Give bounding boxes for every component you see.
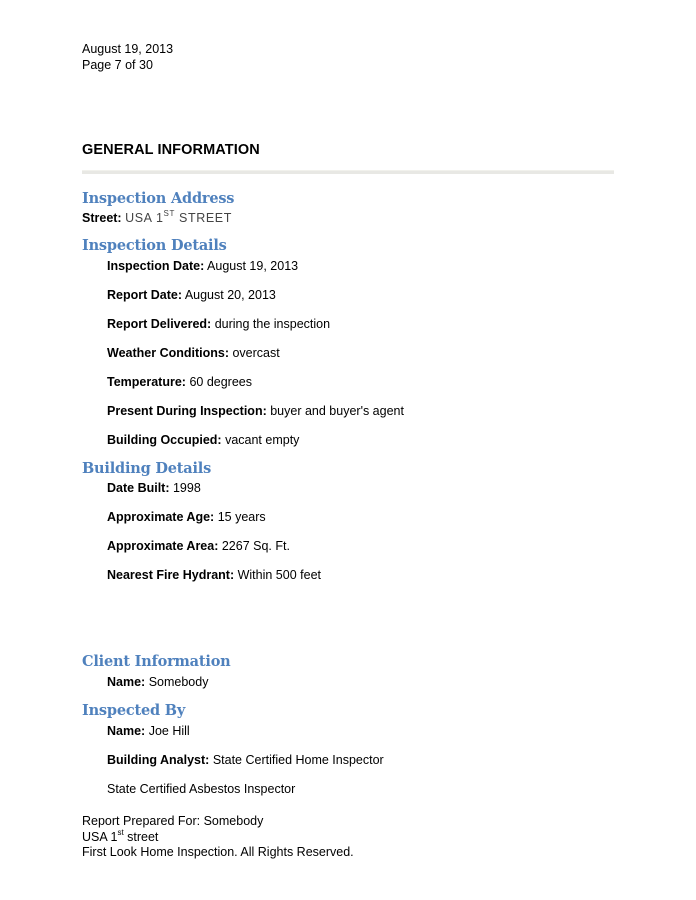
street-value-suffix: STREET bbox=[174, 211, 232, 225]
detail-value: 15 years bbox=[217, 510, 266, 524]
detail-label: Temperature: bbox=[107, 375, 186, 389]
inspector-name-row bbox=[107, 723, 190, 739]
detail-label: Approximate Age: bbox=[107, 510, 215, 524]
street-label: Street: bbox=[82, 211, 122, 225]
heading-inspection-address: Inspection Address bbox=[82, 190, 235, 207]
street-value bbox=[125, 211, 232, 225]
footer-address-prefix: USA 1 bbox=[82, 829, 118, 844]
footer-copyright: First Look Home Inspection. All Rights Reserved. bbox=[82, 845, 354, 859]
detail-label: Inspection Date: bbox=[107, 259, 205, 273]
detail-row-report-date bbox=[107, 287, 276, 303]
detail-value: during the inspection bbox=[214, 317, 331, 331]
detail-row-occupied bbox=[107, 432, 299, 448]
detail-value: Within 500 feet bbox=[237, 568, 321, 582]
section-divider bbox=[82, 170, 614, 174]
detail-value: State Certified Home Inspector bbox=[212, 753, 384, 767]
header-date: August 19, 2013 bbox=[82, 42, 174, 56]
detail-value: 60 degrees bbox=[189, 375, 253, 389]
heading-inspected-by: Inspected By bbox=[82, 702, 186, 719]
page-footer bbox=[82, 814, 354, 861]
detail-row-fire-hydrant bbox=[107, 567, 321, 583]
asbestos-inspector-line: State Certified Asbestos Inspector bbox=[107, 782, 296, 796]
footer-address-suffix: street bbox=[123, 829, 159, 844]
building-analyst-row bbox=[107, 752, 384, 768]
detail-row-report-delivered bbox=[107, 316, 330, 332]
detail-row-approx-age bbox=[107, 509, 266, 525]
detail-value: 1998 bbox=[172, 481, 201, 495]
detail-value: August 20, 2013 bbox=[184, 288, 276, 302]
heading-client-information: Client Information bbox=[82, 653, 231, 670]
heading-building-details: Building Details bbox=[82, 460, 212, 477]
footer-prepared-for: Report Prepared For: Somebody bbox=[82, 814, 264, 828]
page-header bbox=[82, 41, 173, 73]
detail-row-present bbox=[107, 403, 404, 419]
detail-value: Somebody bbox=[148, 675, 209, 689]
detail-row-temperature bbox=[107, 374, 252, 390]
detail-label: Report Delivered: bbox=[107, 317, 212, 331]
detail-label: Building Occupied: bbox=[107, 433, 222, 447]
detail-label: Name: bbox=[107, 724, 146, 738]
detail-label: Weather Conditions: bbox=[107, 346, 229, 360]
detail-row-inspection-date bbox=[107, 258, 298, 274]
detail-row-approx-area bbox=[107, 538, 290, 554]
heading-inspection-details: Inspection Details bbox=[82, 237, 227, 254]
detail-label: Building Analyst: bbox=[107, 753, 210, 767]
detail-value: 2267 Sq. Ft. bbox=[221, 539, 290, 553]
detail-value: buyer and buyer's agent bbox=[270, 404, 404, 418]
street-value-prefix: USA 1 bbox=[125, 211, 164, 225]
detail-label: Report Date: bbox=[107, 288, 183, 302]
detail-label: Name: bbox=[107, 675, 146, 689]
footer-address-sup: st bbox=[117, 827, 124, 837]
detail-value: vacant empty bbox=[225, 433, 300, 447]
detail-value: August 19, 2013 bbox=[207, 259, 299, 273]
detail-label: Approximate Area: bbox=[107, 539, 219, 553]
detail-label: Present During Inspection: bbox=[107, 404, 267, 418]
header-page-number: Page 7 of 30 bbox=[82, 58, 153, 72]
detail-label: Date Built: bbox=[107, 481, 170, 495]
street-value-sup: ST bbox=[163, 209, 175, 218]
detail-label: Nearest Fire Hydrant: bbox=[107, 568, 235, 582]
detail-value: overcast bbox=[232, 346, 280, 360]
street-row bbox=[82, 210, 232, 226]
section-title: GENERAL INFORMATION bbox=[82, 142, 260, 158]
footer-address bbox=[82, 827, 354, 846]
detail-row-weather bbox=[107, 345, 280, 361]
detail-row-date-built bbox=[107, 480, 201, 496]
client-name-row bbox=[107, 674, 208, 690]
detail-value: Joe Hill bbox=[148, 724, 190, 738]
